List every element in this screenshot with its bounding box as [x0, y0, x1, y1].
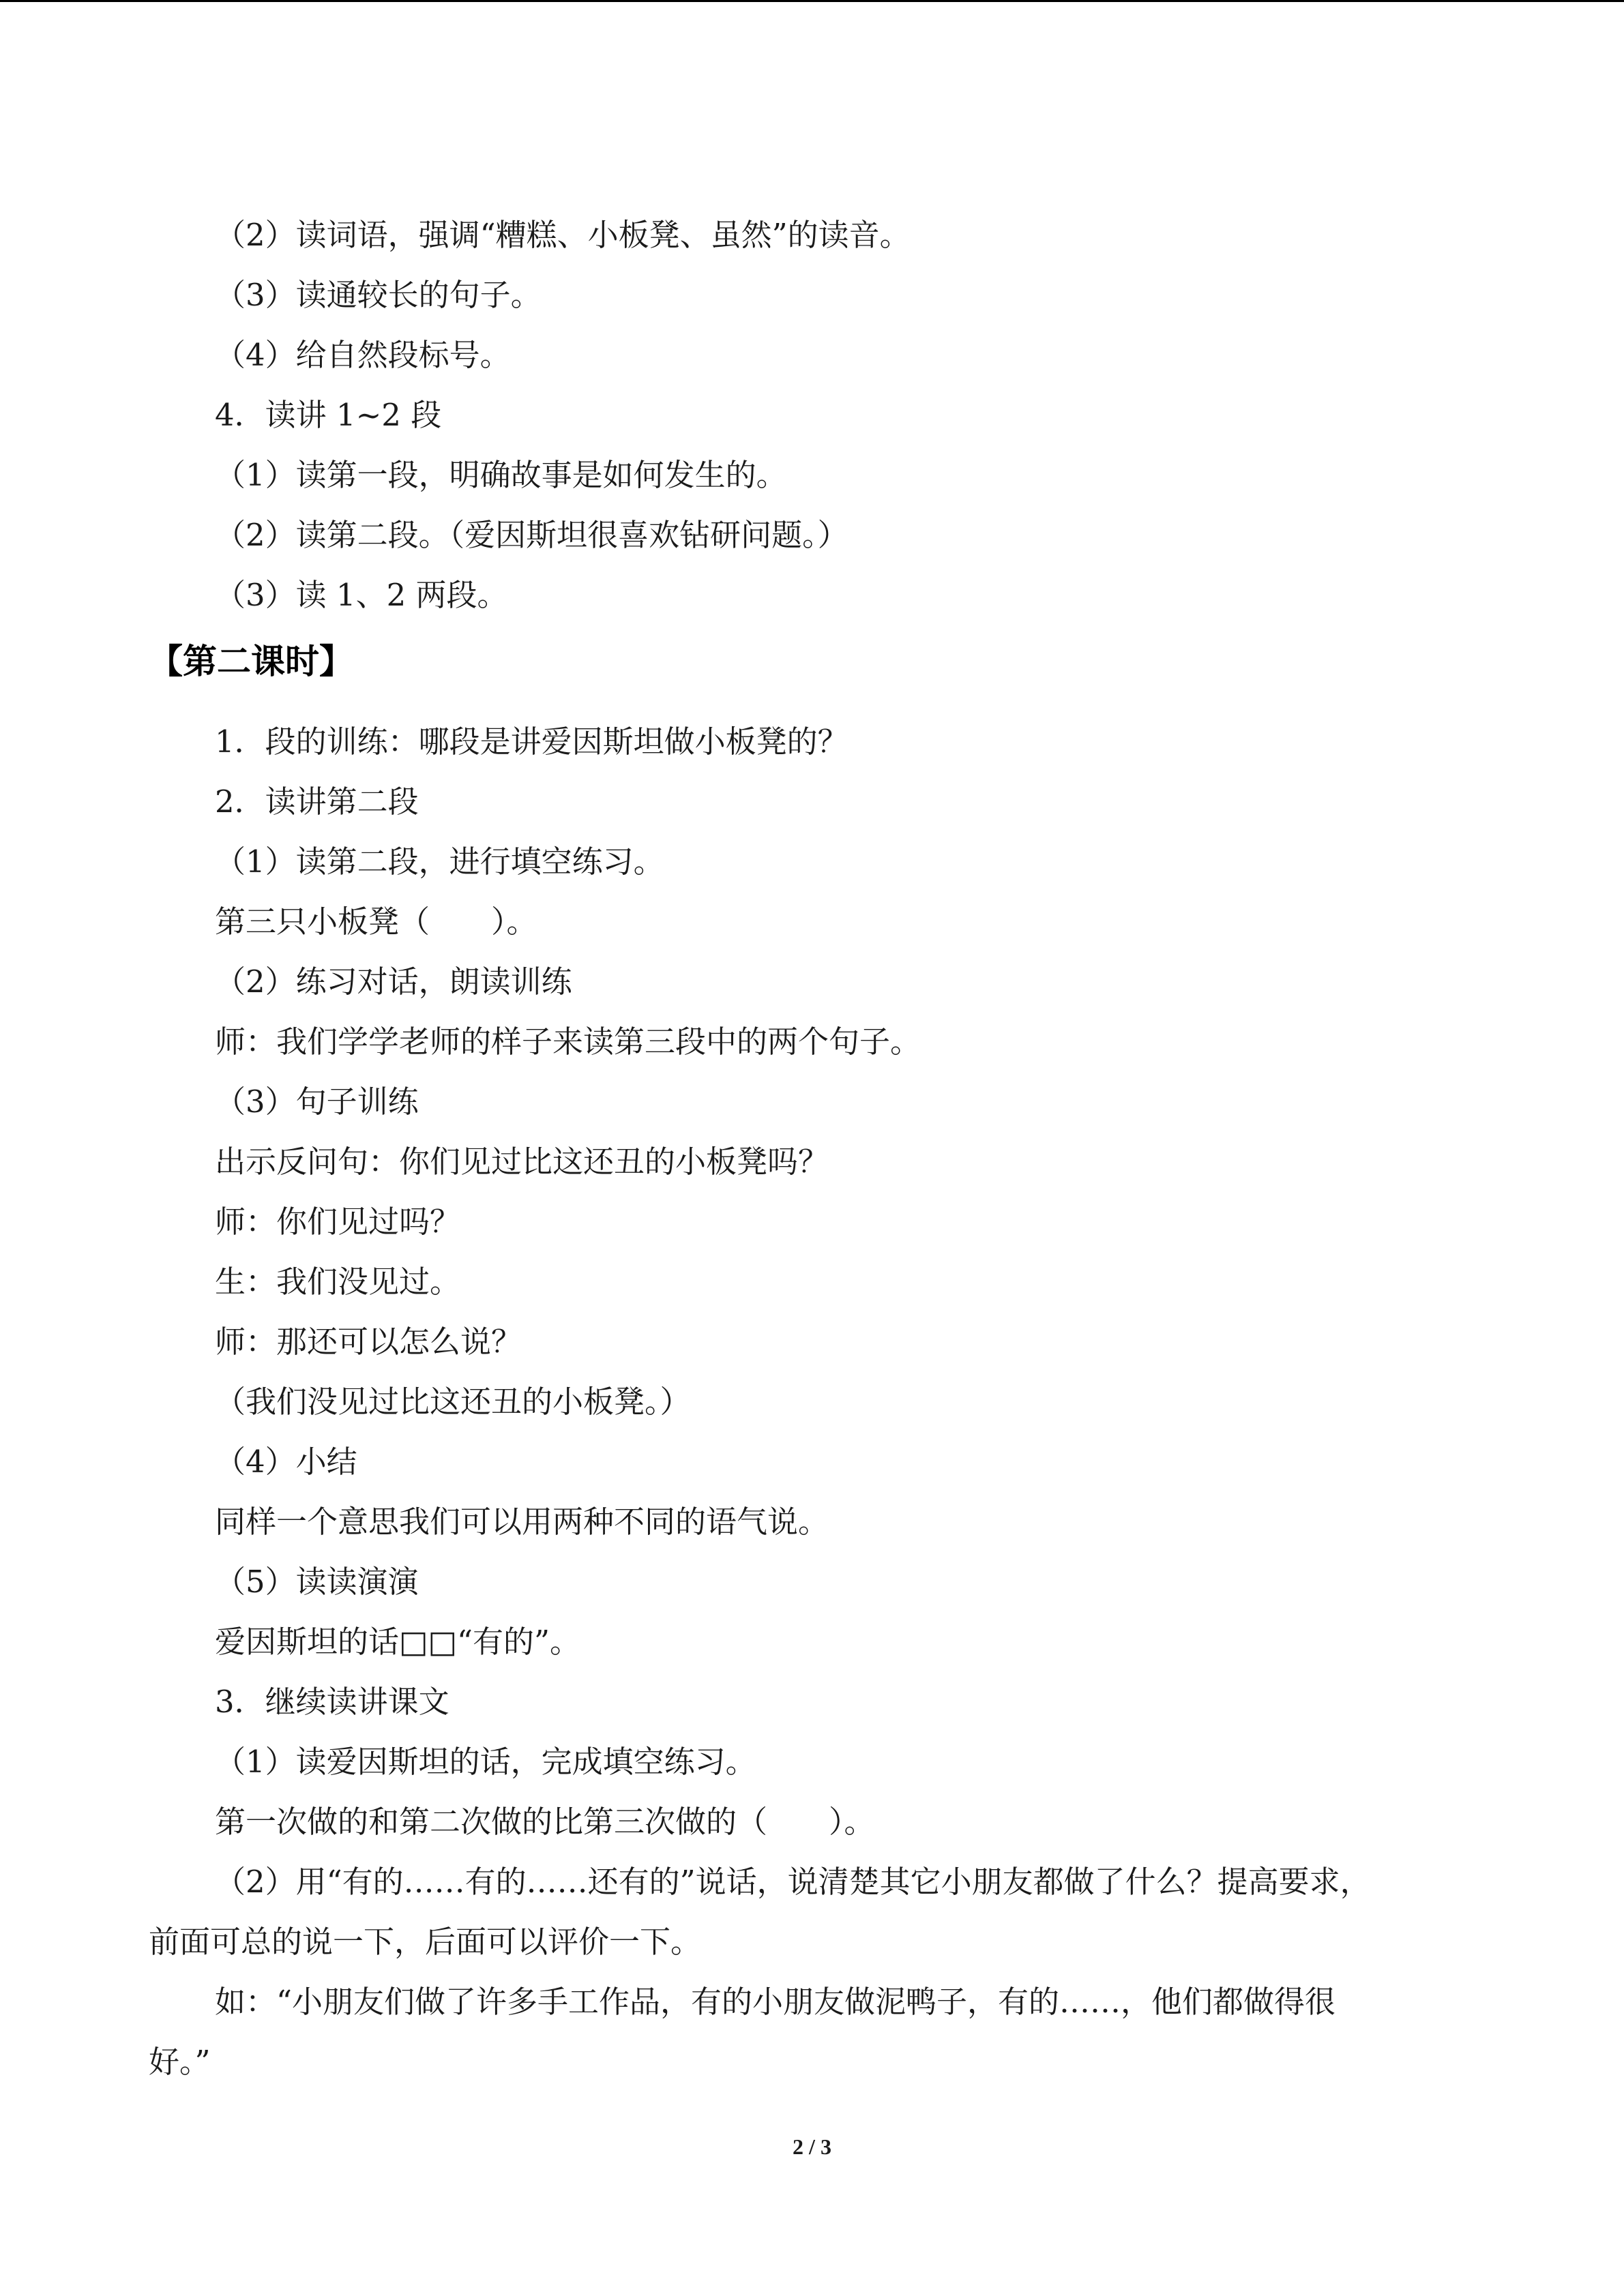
text-line: （2）读词语，强调“糟糕、小板凳、虽然”的读音。	[215, 217, 911, 253]
page-number: 2 / 3	[793, 2134, 831, 2159]
text-line: 师：你们见过吗？	[215, 1204, 461, 1240]
text-line: 3．继续读讲课文	[215, 1684, 449, 1720]
text-line: 好。”	[149, 2044, 211, 2080]
text-line: 前面可总的说一下，后面可以评价一下。	[149, 1924, 702, 1960]
text-line: （4）小结	[215, 1444, 357, 1480]
text-line: 如：“小朋友们做了许多手工作品，有的小朋友做泥鸭子，有的……，他们都做得很	[215, 1984, 1336, 2020]
text-line: 生：我们没见过。	[215, 1264, 461, 1300]
text-line: 4．读讲 1~2 段	[215, 397, 442, 433]
text-line: 师：我们学学老师的样子来读第三段中的两个句子。	[215, 1024, 921, 1060]
text-line: （1）读爱因斯坦的话，完成填空练习。	[215, 1744, 756, 1780]
text-line: （1）读第一段，明确故事是如何发生的。	[215, 457, 787, 493]
text-line: 1．段的训练：哪段是讲爱因斯坦做小板凳的？	[215, 724, 848, 760]
text-line: （我们没见过比这还丑的小板凳。）	[215, 1384, 691, 1420]
text-line: （2）用“有的……有的……还有的”说话，说清楚其它小朋友都做了什么？提高要求，	[215, 1864, 1371, 1900]
text-line: （2）练习对话，朗读训练	[215, 964, 572, 1000]
text-line: 同样一个意思我们可以用两种不同的语气说。	[215, 1504, 829, 1540]
text-line: 爱因斯坦的话□□“有的”。	[215, 1624, 581, 1660]
text-line: （5）读读演演	[215, 1564, 419, 1600]
text-line: （2）读第二段。（爱因斯坦很喜欢钻研问题。）	[215, 517, 848, 553]
text-line: 第三只小板凳（ ）。	[215, 904, 537, 940]
text-line: 出示反问句：你们见过比这还丑的小板凳吗？	[215, 1144, 829, 1180]
text-line: （4）给自然段标号。	[215, 337, 511, 373]
text-line: （3）读 1、2 两段。	[215, 577, 508, 613]
text-line: （1）读第二段，进行填空练习。	[215, 844, 664, 880]
text-line: 第一次做的和第二次做的比第三次做的（ ）。	[215, 1804, 875, 1840]
text-line: 师：那还可以怎么说？	[215, 1324, 522, 1360]
text-line: （3）读通较长的句子。	[215, 277, 542, 313]
section-heading: 【第二课时】	[149, 642, 353, 681]
text-line: 2．读讲第二段	[215, 784, 419, 820]
text-line: （3）句子训练	[215, 1084, 419, 1120]
